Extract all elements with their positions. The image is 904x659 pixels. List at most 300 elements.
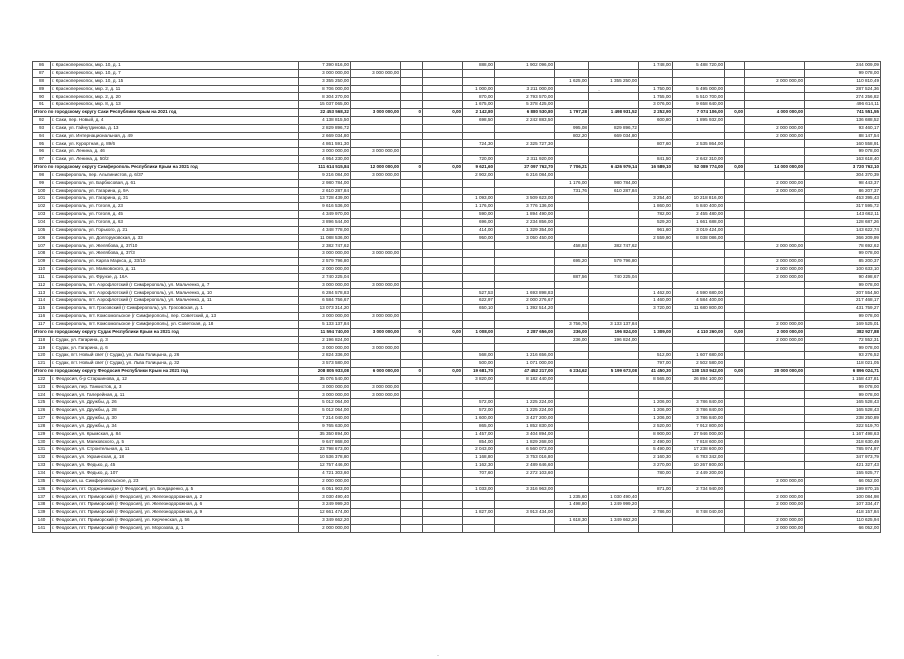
value-cell <box>725 195 745 203</box>
value-cell: 995,08 <box>555 124 589 132</box>
value-cell: 1 008,00 <box>463 328 495 336</box>
value-cell: 2 000 000,00 <box>745 320 805 328</box>
value-cell: 453 395,43 <box>805 195 881 203</box>
value-cell <box>745 297 805 305</box>
value-cell: 3 756,76 <box>555 320 589 328</box>
value-cell: 3 573 580,00 <box>299 360 351 368</box>
value-cell: 14 000 000,00 <box>745 163 805 171</box>
value-cell: 6 896 024,71 <box>805 367 881 375</box>
value-cell <box>745 462 805 470</box>
value-cell: 318 630,49 <box>805 438 881 446</box>
value-cell: 1 797,28 <box>555 109 589 117</box>
value-cell <box>351 289 401 297</box>
row-number: 101 <box>33 195 51 203</box>
value-cell: 0,00 <box>725 163 745 171</box>
address-cell: г. Феодосия, ул. Украинская, д. 18 <box>51 454 299 462</box>
value-cell: 500,00 <box>463 360 495 368</box>
value-cell <box>423 352 463 360</box>
table-row <box>33 399 881 407</box>
value-cell <box>745 281 805 289</box>
value-cell: 13 728 439,00 <box>299 195 351 203</box>
value-cell: 5 133 137,84 <box>299 320 351 328</box>
value-cell <box>495 493 555 501</box>
value-cell: 3 000 000,00 <box>351 391 401 399</box>
address-cell: г. Симферополь, ул. Долгоруковская, д. 33 <box>51 234 299 242</box>
value-cell <box>725 462 745 470</box>
value-cell: 2 000 000,00 <box>745 493 805 501</box>
value-cell <box>589 477 639 485</box>
value-cell: 865,00 <box>463 422 495 430</box>
value-cell <box>745 203 805 211</box>
value-cell: 12 000 000,00 <box>351 163 401 171</box>
value-cell: 797,00 <box>639 360 673 368</box>
value-cell: 527,53 <box>463 289 495 297</box>
value-cell <box>639 501 673 509</box>
value-cell <box>401 344 423 352</box>
address-cell: г. Симферополь, пгт. Грэсовский (г Симферополь), ул. Грэсовская, д. 1 <box>51 305 299 313</box>
value-cell <box>589 524 639 532</box>
value-cell <box>725 375 745 383</box>
value-cell <box>463 187 495 195</box>
value-cell <box>589 469 639 477</box>
value-cell: 22 453 568,32 <box>299 109 351 117</box>
value-cell <box>423 179 463 187</box>
row-number: 113 <box>33 289 51 297</box>
value-cell <box>423 171 463 179</box>
address-cell: г. Феодосия, ул. Федько, д. 107 <box>51 469 299 477</box>
value-cell <box>639 250 673 258</box>
value-cell: 208 805 933,08 <box>299 367 351 375</box>
value-cell: 720,00 <box>463 156 495 164</box>
value-cell <box>639 524 673 532</box>
value-cell: 2 325 727,30 <box>495 140 555 148</box>
value-cell: 9 647 868,00 <box>299 438 351 446</box>
value-cell: 1 176,00 <box>555 179 589 187</box>
value-cell: 12 757 446,00 <box>299 462 351 470</box>
value-cell <box>639 124 673 132</box>
value-cell <box>745 352 805 360</box>
value-cell <box>745 305 805 313</box>
value-cell <box>423 218 463 226</box>
value-cell: 2 160,30 <box>639 454 673 462</box>
value-cell <box>423 493 463 501</box>
value-cell: 3 720,00 <box>639 305 673 313</box>
table-row <box>33 422 881 430</box>
value-cell: 2 489 646,60 <box>495 462 555 470</box>
value-cell <box>423 211 463 219</box>
value-cell <box>589 226 639 234</box>
value-cell <box>639 171 673 179</box>
address-cell: г. Симферополь, ул. Горького, д. 21 <box>51 226 299 234</box>
value-cell <box>725 399 745 407</box>
value-cell <box>423 516 463 524</box>
value-cell: 785 974,97 <box>805 446 881 454</box>
value-cell <box>589 438 639 446</box>
value-cell: 3 000 000,00 <box>351 328 401 336</box>
value-cell <box>463 524 495 532</box>
value-cell <box>423 469 463 477</box>
value-cell: 4 348 778,00 <box>299 226 351 234</box>
value-cell <box>463 336 495 344</box>
address-cell: г. Красноперекопск, мкр. 10, д. 15 <box>51 77 299 85</box>
value-cell <box>639 281 673 289</box>
pen-mark: · <box>437 653 439 659</box>
row-number: 129 <box>33 430 51 438</box>
value-cell <box>495 344 555 352</box>
row-number: 99 <box>33 179 51 187</box>
value-cell <box>423 446 463 454</box>
value-cell <box>423 360 463 368</box>
value-cell <box>589 360 639 368</box>
row-number: 91 <box>33 101 51 109</box>
value-cell: 2 000 000,00 <box>745 258 805 266</box>
value-cell <box>351 187 401 195</box>
address-cell: г. Феодосия, пгт. Приморский (г Феодосия), ул. Железнодорожная, д. 6 <box>51 501 299 509</box>
value-cell: 93 276,52 <box>805 352 881 360</box>
value-cell: 2 000 000,00 <box>745 77 805 85</box>
address-cell: г. Симферополь, ул. Карла Маркса, д. 33/10 <box>51 258 299 266</box>
address-cell: г. Судак, ул. Гагарина, д. 6 <box>51 344 299 352</box>
value-cell <box>401 516 423 524</box>
value-cell: 13 073 314,20 <box>299 305 351 313</box>
value-cell <box>589 375 639 383</box>
value-cell <box>745 156 805 164</box>
value-cell: 322 519,70 <box>805 422 881 430</box>
value-cell <box>589 140 639 148</box>
value-cell <box>725 383 745 391</box>
value-cell: 9 658 640,00 <box>673 101 725 109</box>
value-cell <box>351 399 401 407</box>
value-cell <box>351 375 401 383</box>
row-number: 87 <box>33 69 51 77</box>
value-cell <box>725 218 745 226</box>
table-row <box>33 69 881 77</box>
table-row <box>33 438 881 446</box>
value-cell: 3 427 200,00 <box>495 414 555 422</box>
value-cell: 160 558,91 <box>805 140 881 148</box>
table-row <box>33 462 881 470</box>
value-cell: 961,60 <box>639 226 673 234</box>
table-row <box>33 250 881 258</box>
row-number: 104 <box>33 218 51 226</box>
value-cell: 782,00 <box>639 211 673 219</box>
address-cell: г. Саки, ул. Ленина, д. 50/2 <box>51 156 299 164</box>
value-cell <box>351 226 401 234</box>
row-number: 97 <box>33 156 51 164</box>
value-cell: 950,00 <box>463 234 495 242</box>
address-cell: г. Симферополь, ул. Желябова, д. 37/3 <box>51 250 299 258</box>
value-cell <box>639 187 673 195</box>
value-cell <box>401 422 423 430</box>
value-cell: 5 490,00 <box>639 446 673 454</box>
value-cell: 4 590 680,00 <box>673 289 725 297</box>
value-cell <box>639 265 673 273</box>
value-cell <box>589 85 639 93</box>
total-label: Итого по городскому округу Саки Республики Крым на 2021 год <box>33 109 299 117</box>
value-cell: 274 256,82 <box>805 93 881 101</box>
value-cell <box>745 399 805 407</box>
value-cell <box>745 101 805 109</box>
value-cell <box>725 148 745 156</box>
address-cell: г. Феодосия, ул. Строительная, д. 11 <box>51 446 299 454</box>
value-cell <box>495 336 555 344</box>
value-cell: 0,00 <box>423 109 463 117</box>
value-cell: 5 012 064,00 <box>299 407 351 415</box>
value-cell <box>555 265 589 273</box>
value-cell <box>463 242 495 250</box>
value-cell: 695,20 <box>555 258 589 266</box>
address-cell: г. Симферополь, пгт. Комсомольское (г Симферополь), ул. Советская, д. 18 <box>51 320 299 328</box>
row-number: 119 <box>33 344 51 352</box>
value-cell: 3 000 000,00 <box>351 281 401 289</box>
value-cell: 1 162,30 <box>463 462 495 470</box>
row-number: 140 <box>33 516 51 524</box>
value-cell: 2 559,90 <box>639 234 673 242</box>
value-cell <box>351 258 401 266</box>
value-cell <box>745 211 805 219</box>
value-cell: 236,00 <box>555 336 589 344</box>
value-cell: 2 287 656,00 <box>495 328 555 336</box>
value-cell: 382 747,62 <box>589 242 639 250</box>
value-cell: 9 621,60 <box>463 163 495 171</box>
value-cell: 3 000 000,00 <box>351 313 401 321</box>
value-cell: 2 520,00 <box>639 422 673 430</box>
value-cell <box>423 101 463 109</box>
value-cell <box>401 62 423 70</box>
value-cell <box>463 258 495 266</box>
value-cell: 6 234,62 <box>555 367 589 375</box>
value-cell <box>745 140 805 148</box>
value-cell <box>495 501 555 509</box>
value-cell: 8 038 086,00 <box>673 234 725 242</box>
value-cell <box>589 414 639 422</box>
value-cell <box>745 414 805 422</box>
value-cell <box>495 250 555 258</box>
address-cell: г. Феодосия, ул. Дружбы, д. 34 <box>51 422 299 430</box>
value-cell <box>463 77 495 85</box>
value-cell <box>745 218 805 226</box>
value-cell <box>351 195 401 203</box>
address-cell: г. Красноперекопск, мкр. 2, д. 20 <box>51 93 299 101</box>
value-cell <box>745 250 805 258</box>
value-cell <box>423 422 463 430</box>
value-cell <box>555 462 589 470</box>
value-cell: 2 242 883,50 <box>495 116 555 124</box>
value-cell <box>673 516 725 524</box>
value-cell <box>745 375 805 383</box>
value-cell: 2 000 000,00 <box>745 187 805 195</box>
value-cell <box>495 187 555 195</box>
table-row <box>33 375 881 383</box>
value-cell <box>401 438 423 446</box>
value-cell: 696,00 <box>463 218 495 226</box>
row-number: 123 <box>33 383 51 391</box>
value-cell: 1 093,00 <box>463 195 495 203</box>
value-cell: 317 595,72 <box>805 203 881 211</box>
address-cell: г. Судак, ул. Гагарина, д. 3 <box>51 336 299 344</box>
value-cell <box>745 148 805 156</box>
value-cell: 741 551,55 <box>805 109 881 117</box>
value-cell: 1 462,00 <box>639 289 673 297</box>
value-cell: 2 669 034,80 <box>299 132 351 140</box>
row-number: 137 <box>33 493 51 501</box>
value-cell <box>589 250 639 258</box>
value-cell <box>401 446 423 454</box>
value-cell <box>725 344 745 352</box>
value-cell <box>423 203 463 211</box>
value-cell <box>401 391 423 399</box>
address-cell: г. Саки, ул. Ленина, д. 46 <box>51 148 299 156</box>
value-cell <box>725 62 745 70</box>
value-cell <box>351 438 401 446</box>
table-row <box>33 273 881 281</box>
value-cell: 707,60 <box>463 469 495 477</box>
value-cell: 3 000 000,00 <box>351 344 401 352</box>
value-cell: 622,97 <box>463 297 495 305</box>
value-cell <box>401 281 423 289</box>
value-cell <box>351 218 401 226</box>
value-cell <box>351 477 401 485</box>
value-cell <box>423 297 463 305</box>
row-number: 107 <box>33 242 51 250</box>
row-number: 124 <box>33 391 51 399</box>
address-cell: г. Феодосия, пгт. Приморский (г Феодосия), ул. Керченская, д. 56 <box>51 516 299 524</box>
value-cell <box>673 171 725 179</box>
value-cell <box>555 116 589 124</box>
value-cell <box>725 187 745 195</box>
value-cell: 4 110 260,00 <box>673 328 725 336</box>
value-cell: 1 755,00 <box>639 93 673 101</box>
value-cell <box>463 179 495 187</box>
value-cell <box>423 336 463 344</box>
value-cell <box>673 477 725 485</box>
address-cell: г. Феодосия, ул. Дружбы, д. 28 <box>51 407 299 415</box>
value-cell <box>555 399 589 407</box>
address-cell: г. Феодосия, ул. Дружбы, д. 26 <box>51 399 299 407</box>
value-cell: 1 309,00 <box>639 328 673 336</box>
value-cell <box>589 422 639 430</box>
value-cell: 7 074 106,00 <box>673 109 725 117</box>
value-cell: 2 829 896,72 <box>299 124 351 132</box>
value-cell <box>401 242 423 250</box>
value-cell <box>589 313 639 321</box>
value-cell: 2 196 824,00 <box>299 336 351 344</box>
value-cell: 698,50 <box>463 116 495 124</box>
value-cell: 1 216 656,00 <box>495 352 555 360</box>
value-cell <box>725 524 745 532</box>
value-cell <box>725 320 745 328</box>
value-cell <box>555 156 589 164</box>
value-cell: 3 000 000,00 <box>351 109 401 117</box>
value-cell <box>423 375 463 383</box>
value-cell: 169 525,01 <box>805 320 881 328</box>
value-cell: 2 000 000,00 <box>299 524 351 532</box>
value-cell: 1 618,30 <box>555 516 589 524</box>
value-cell <box>555 438 589 446</box>
value-cell: 98 443,37 <box>805 179 881 187</box>
value-cell: 11 680 800,00 <box>673 305 725 313</box>
value-cell <box>745 407 805 415</box>
value-cell: 1 033,00 <box>463 485 495 493</box>
value-cell <box>589 352 639 360</box>
value-cell: 3 753 016,80 <box>495 454 555 462</box>
row-number: 121 <box>33 360 51 368</box>
value-cell: 11 088 536,00 <box>299 234 351 242</box>
value-cell <box>401 305 423 313</box>
value-cell <box>401 85 423 93</box>
value-cell: 0 <box>401 367 423 375</box>
value-cell: 3 786 840,00 <box>673 414 725 422</box>
value-cell <box>401 218 423 226</box>
table-row <box>33 140 881 148</box>
value-cell <box>495 320 555 328</box>
value-cell <box>401 93 423 101</box>
value-cell: 600,80 <box>639 116 673 124</box>
value-cell <box>725 289 745 297</box>
value-cell <box>673 391 725 399</box>
row-number: 125 <box>33 399 51 407</box>
value-cell <box>725 391 745 399</box>
address-cell: г. Симферополь, пер. Альпинистов, д. 6/37 <box>51 171 299 179</box>
row-number: 90 <box>33 93 51 101</box>
value-cell: 590,00 <box>463 211 495 219</box>
value-cell <box>589 265 639 273</box>
address-cell: г. Саки, ул. Интернациональная, д. 49 <box>51 132 299 140</box>
value-cell <box>725 179 745 187</box>
value-cell <box>673 524 725 532</box>
value-cell <box>351 273 401 281</box>
value-cell <box>423 195 463 203</box>
value-cell <box>555 211 589 219</box>
value-cell: 2 455 480,00 <box>673 211 725 219</box>
value-cell <box>673 77 725 85</box>
table-row <box>33 124 881 132</box>
value-cell <box>725 93 745 101</box>
value-cell <box>725 352 745 360</box>
value-cell <box>423 383 463 391</box>
value-cell <box>495 383 555 391</box>
value-cell: 2 824 336,00 <box>299 352 351 360</box>
value-cell <box>401 493 423 501</box>
value-cell <box>745 454 805 462</box>
value-cell <box>639 383 673 391</box>
row-number: 127 <box>33 414 51 422</box>
address-cell: г. Феодосия, ул. Федько, д. 45 <box>51 462 299 470</box>
value-cell <box>555 85 589 93</box>
value-cell <box>401 258 423 266</box>
value-cell: 0,00 <box>423 163 463 171</box>
value-cell <box>463 320 495 328</box>
value-cell: 5 378 425,00 <box>495 101 555 109</box>
value-cell: 740 225,04 <box>589 273 639 281</box>
value-cell <box>555 430 589 438</box>
address-cell: г. Феодосия, пгт. Приморский (г Феодосия), ул. Железнодорожная, д. 9 <box>51 509 299 517</box>
value-cell <box>555 454 589 462</box>
value-cell <box>401 313 423 321</box>
value-cell <box>589 485 639 493</box>
value-cell: 93 460,17 <box>805 124 881 132</box>
value-cell: 7 390 816,00 <box>299 62 351 70</box>
value-cell: 2 000 000,00 <box>745 124 805 132</box>
value-cell: 23 798 673,00 <box>299 446 351 454</box>
value-cell <box>673 493 725 501</box>
value-cell: 0 <box>401 163 423 171</box>
district-total-row <box>33 109 881 117</box>
address-cell: г. Красноперекопск, мкр. 8, д. 13 <box>51 101 299 109</box>
value-cell <box>589 69 639 77</box>
value-cell: 780,00 <box>639 469 673 477</box>
row-number: 92 <box>33 116 51 124</box>
